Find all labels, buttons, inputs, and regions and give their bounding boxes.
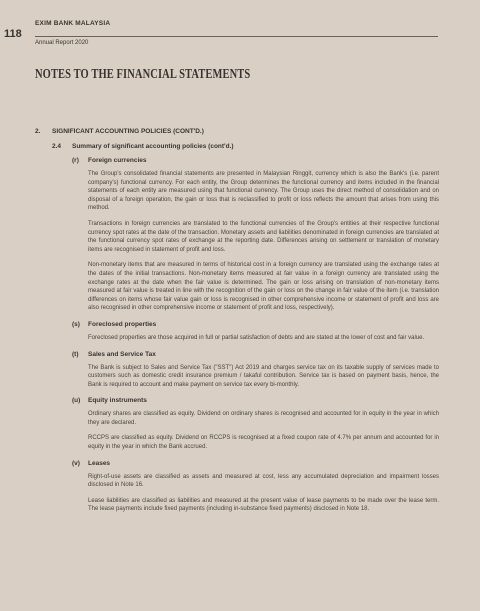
policy-paragraph: Right-of-use assets are classified as assets and measured at cost, less any accumulated depreciation and impairment losses disclosed in Note 16. <box>88 473 439 489</box>
page-number: 118 <box>4 28 22 40</box>
sub-heading-number: 2.4 <box>52 143 62 150</box>
policy-item <box>72 157 439 313</box>
policy-item-title: Foreign currencies <box>88 157 147 164</box>
policy-paragraph: RCCPS are classified as equity. Dividend on RCCPS is recognised at a fixed coupon rate of 4.7% per annum and accounted for in equity in the year in which the Bank accrued. <box>88 435 439 451</box>
policy-item-title: Sales and Service Tax <box>88 350 156 358</box>
policy-paragraph: Non-monetary items that are measured in terms of historical cost in a foreign currency are translated using the exchange rates at the dates of the initial transactions. Non-monetary items measured at fair value in a foreign currency are translated using the exchange rates at the date when the fair value is determined. The gain or loss arising on translation of non-monetary items measured at fair value is treated in line with the recognition of the gain or loss on the change in fair value of the item (i.e. translation differences on items whose fair value gain or loss is recognised in other comprehensive income or statement of profit and loss are also recognised in other comprehensive income or statement of profit and loss, respectively). <box>88 262 439 312</box>
sub-heading-title: Summary of significant accounting policies (cont'd.) <box>72 143 234 150</box>
policy-paragraph: Ordinary shares are classified as equity. Dividend on ordinary shares is recognised and accounted for in equity in the year in which they are declared. <box>88 411 439 426</box>
main-heading-number: 2. <box>35 128 41 135</box>
main-heading <box>35 128 204 135</box>
policy-item-title: Foreclosed properties <box>88 320 157 328</box>
policy-item-letter: (v) <box>72 459 80 467</box>
policy-item-heading <box>72 351 439 358</box>
main-heading-title: SIGNIFICANT ACCOUNTING POLICIES (CONT'D.) <box>52 128 204 135</box>
policy-item <box>72 321 439 343</box>
policy-paragraph: Foreclosed properties are those acquired in full or partial satisfaction of debts and are stated at the lower of cost and fair value. <box>88 334 425 341</box>
section-title: NOTES TO THE FINANCIAL STATEMENTS <box>35 68 251 82</box>
policy-paragraph: The Group's consolidated financial statements are presented in Malaysian Ringgit, currency which is also the Bank's (i.e. parent company's) functional currency. For each entity, the Group determines the functional currency and items included in the financial statements of each entity are measured using that functional currency. The Group uses the direct method of consolidation and on disposal of a foreign operation, the gain or loss that is reclassified to profit or loss reflects the amount that arises from using this method. <box>88 171 439 212</box>
policy-paragraph: The Bank is subject to Sales and Service Tax ("SST") Act 2019 and charges service tax on its taxable supply of services made to customers such as domestic credit insurance premium / takaful contribution. Service tax is based on payment basis, hence, the Bank is required to account and make payment on service tax every bi-monthly. <box>88 364 439 388</box>
policy-paragraph: Lease liabilities are classified as liabilities and measured at the present value of lease payments to be made over the lease term. The lease payments include fixed payments (including in-substance fixed payments) disclosed in Note 18. <box>88 497 439 513</box>
policy-item <box>72 460 439 514</box>
policy-item-letter: (s) <box>72 320 80 328</box>
policy-item-letter: (r) <box>72 157 79 164</box>
policy-item-letter: (t) <box>72 350 79 358</box>
policy-paragraph: Transactions in foreign currencies are translated to the functional currencies of the Group's entities at their respective functional currency spot rates at the date of the transaction. Monetary assets and liabilities denominated in foreign currencies are translated at the functional currency spot rates of exchange at the reporting date. Differences arising on settlement or translation of monetary items are recognised in statement of profit and loss. <box>88 220 439 253</box>
policy-item-heading <box>72 157 439 164</box>
report-name: Annual Report 2020 <box>35 40 89 46</box>
policy-items <box>72 157 439 522</box>
policy-item-title: Equity instruments <box>88 397 147 405</box>
sub-heading <box>52 143 234 150</box>
policy-item-heading <box>72 460 439 467</box>
policy-item-heading <box>72 321 439 328</box>
header-divider <box>35 36 438 37</box>
bank-name: EXIM BANK MALAYSIA <box>35 20 111 27</box>
policy-item <box>72 397 439 451</box>
policy-item <box>72 351 439 390</box>
policy-item-title: Leases <box>88 459 111 467</box>
policy-item-heading <box>72 397 439 404</box>
policy-item-letter: (u) <box>72 397 81 405</box>
